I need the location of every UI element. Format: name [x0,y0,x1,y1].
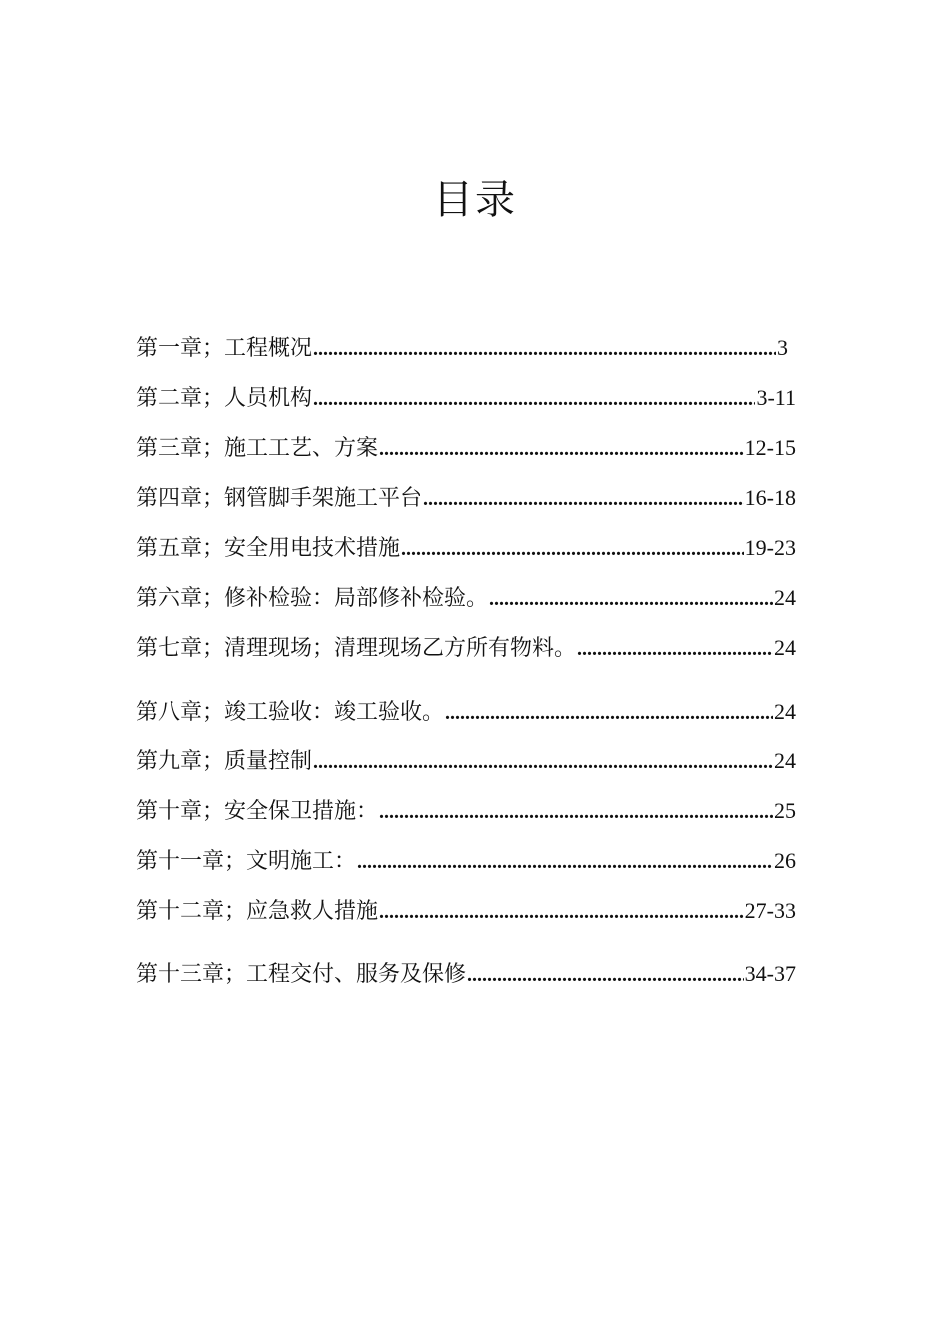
toc-entry-label: 第十章；安全保卫措施： [136,799,379,824]
toc-entry-page: 24 [774,699,796,724]
toc-dot-leader [445,695,773,731]
toc-entry-label: 第十一章；文明施工： [136,849,357,874]
toc-dot-leader [423,481,744,517]
toc-dot-leader [577,631,773,667]
toc-entry-label: 第三章；施工工艺、方案 [136,436,379,461]
toc-entry-12[interactable] [136,893,796,929]
toc-entry-page: 19-23 [744,535,796,560]
toc-entry-page: 3 [777,335,788,360]
toc-entry-label: 第一章；工程概况 [136,336,313,361]
toc-entry-13[interactable] [136,956,796,992]
toc-entry-9[interactable] [136,743,796,779]
toc-entry-label: 第八章；竣工验收：竣工验收。 [136,700,445,725]
toc-dot-leader [379,431,744,467]
toc-entry-page: 24 [774,635,796,660]
toc-entry-page: 24 [774,585,796,610]
toc-dot-leader [313,331,776,367]
toc-entry-label: 第七章；清理现场；清理现场乙方所有物料。 [136,636,577,661]
toc-entry-page: 26 [774,848,796,873]
toc-entry-label: 第十三章；工程交付、服务及保修 [136,962,467,987]
toc-dot-leader [313,744,773,780]
toc-entry-8[interactable] [136,694,796,730]
toc-entry-11[interactable] [136,843,796,879]
toc-entry-page: 24 [774,748,796,773]
toc-entry-label: 第五章；安全用电技术措施 [136,536,401,561]
toc-dot-leader [379,794,773,830]
toc-dot-leader [467,957,744,993]
toc-entry-label: 第二章；人员机构 [136,386,313,411]
toc-entry-10[interactable] [136,793,796,829]
toc-entry-page: 12-15 [744,435,796,460]
toc-entry-label: 第九章；质量控制 [136,749,313,774]
toc-entry-6[interactable] [136,580,796,616]
toc-entry-5[interactable] [136,530,796,566]
toc-dot-leader [379,894,744,930]
toc-entry-label: 第六章；修补检验：局部修补检验。 [136,586,489,611]
toc-entry-page: 25 [774,798,796,823]
toc-entry-2[interactable] [136,380,796,416]
toc-entry-page: 27-33 [744,898,796,923]
toc-dot-leader [357,844,773,880]
toc-entry-3[interactable] [136,430,796,466]
toc-entry-page: 34-37 [744,961,796,986]
toc-entry-label: 第四章；钢管脚手架施工平台 [136,486,423,511]
toc-entry-1[interactable] [136,330,788,366]
toc-entry-page: 3-11 [756,385,796,410]
toc-dot-leader [313,381,755,417]
page-title: 目录 [433,177,517,223]
toc-entry-label: 第十二章；应急救人措施 [136,899,379,924]
toc-entry-page: 16-18 [744,485,796,510]
toc-entry-4[interactable] [136,480,796,516]
toc-dot-leader [489,581,773,617]
toc-dot-leader [401,531,744,567]
toc-entry-7[interactable] [136,630,796,666]
